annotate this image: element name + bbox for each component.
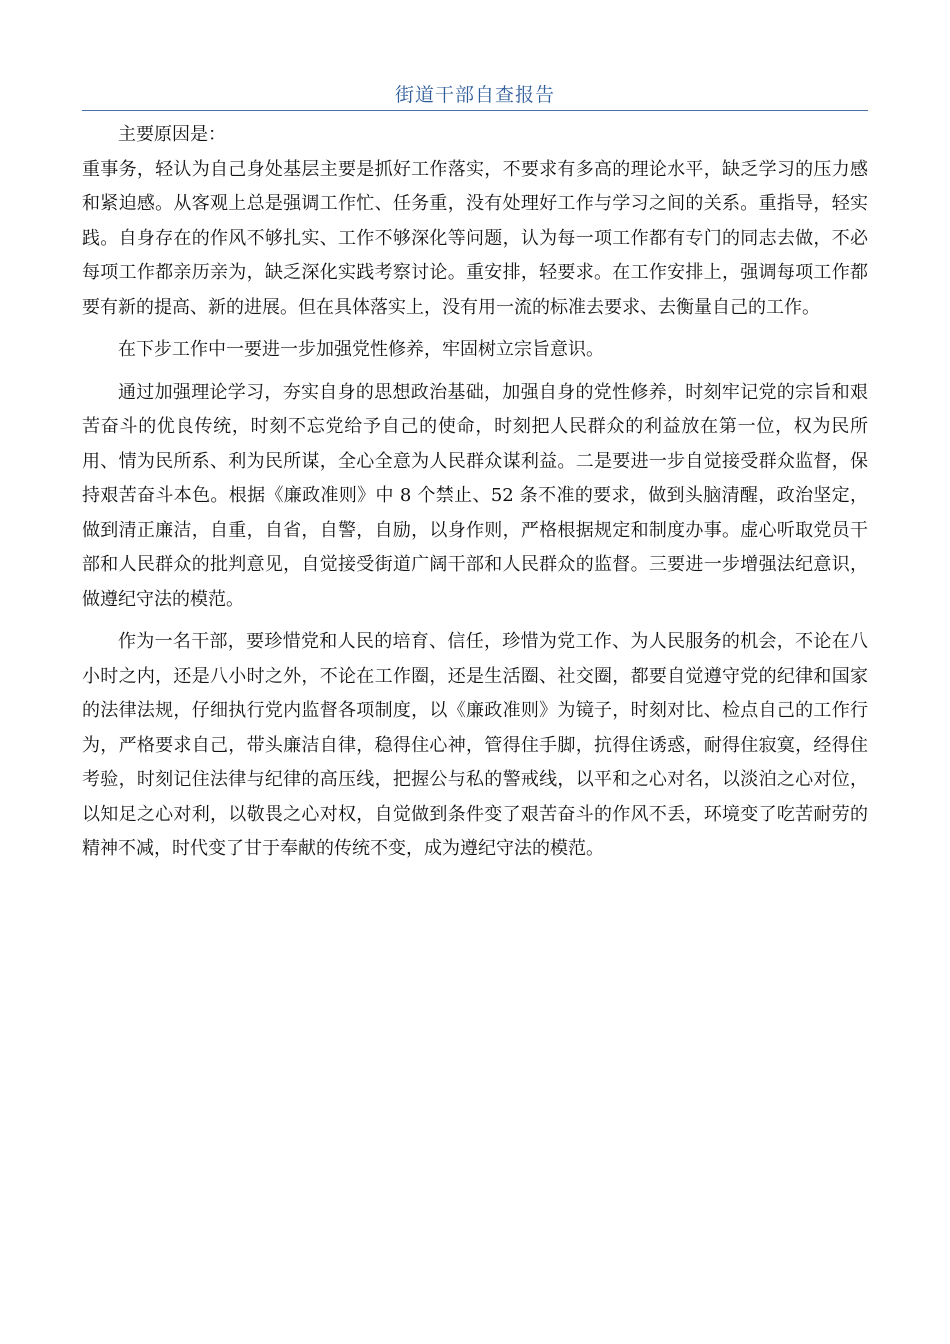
paragraph-next-steps: 在下步工作中一要进一步加强党性修养，牢固树立宗旨意识。 xyxy=(118,339,604,360)
document-title: 街道干部自查报告 xyxy=(394,84,555,106)
paragraph-reasons-heading: 主要原因是： xyxy=(118,124,226,145)
paragraph-cadre-conduct: 作为一名干部，要珍惜党和人民的培育、信任，珍惜为党工作、为人民服务的机会，不论在八小时之内，还是八小时之外，不论在工作圈，还是生活圈、社交圈，都要自觉遵守党的纪律和国家的法律法规，仔细执行党内监督各项制度，以《廉政准则》为镜子，时刻对比、检点自己的工作行为，严格要求自己，带头廉洁自律，稳得住心神，管得住手脚，抗得住诱惑，耐得住寂寞，经得住考验，时刻记住法律与纪律的高压线，把握公与私的警戒线，以平和之心对名，以淡泊之心对位，以知足之心对利，以敬畏之心对权，自觉做到条件变了艰苦奋斗的作风不丢，环境变了吃苦耐劳的精神不减，时代变了甘于奉献的传统不变，成为遵纪守法的模范。 xyxy=(82,631,868,859)
paragraph-theory-study: 通过加强理论学习，夯实自身的思想政治基础，加强自身的党性修养，时刻牢记党的宗旨和艰苦奋斗的优良传统，时刻不忘党给予自己的使命，时刻把人民群众的利益放在第一位，权为民所用、情为民所系、利为民所谋，全心全意为人民群众谋利益。二是要进一步自觉接受群众监督，保持艰苦奋斗本色。根据《廉政准则》中 8 个禁止、52 条不准的要求，做到头脑清醒，政治坚定，做到清正廉洁，自重，自省，自警，自励，以身作则，严格根据规定和制度办事。虚心听取党员干部和人民群众的批判意见，自觉接受街道广阔干部和人民群众的监督。三要进一步增强法纪意识，做遵纪守法的模范。 xyxy=(82,381,868,610)
page-header xyxy=(82,80,868,111)
document-body xyxy=(82,118,868,867)
paragraph-reasons-detail: 重事务，轻认为自己身处基层主要是抓好工作落实，不要求有多高的理论水平，缺乏学习的压力感和紧迫感。从客观上总是强调工作忙、任务重，没有处理好工作与学习之间的关系。重指导，轻实践。自身存在的作风不够扎实、工作不够深化等问题，认为每一项工作都有专门的同志去做，不必每项工作都亲历亲为，缺乏深化实践考察讨论。重安排，轻要求。在工作安排上，强调每项工作都要有新的提高、新的进展。但在具体落实上，没有用一流的标准去要求、去衡量自己的工作。 xyxy=(82,158,868,318)
